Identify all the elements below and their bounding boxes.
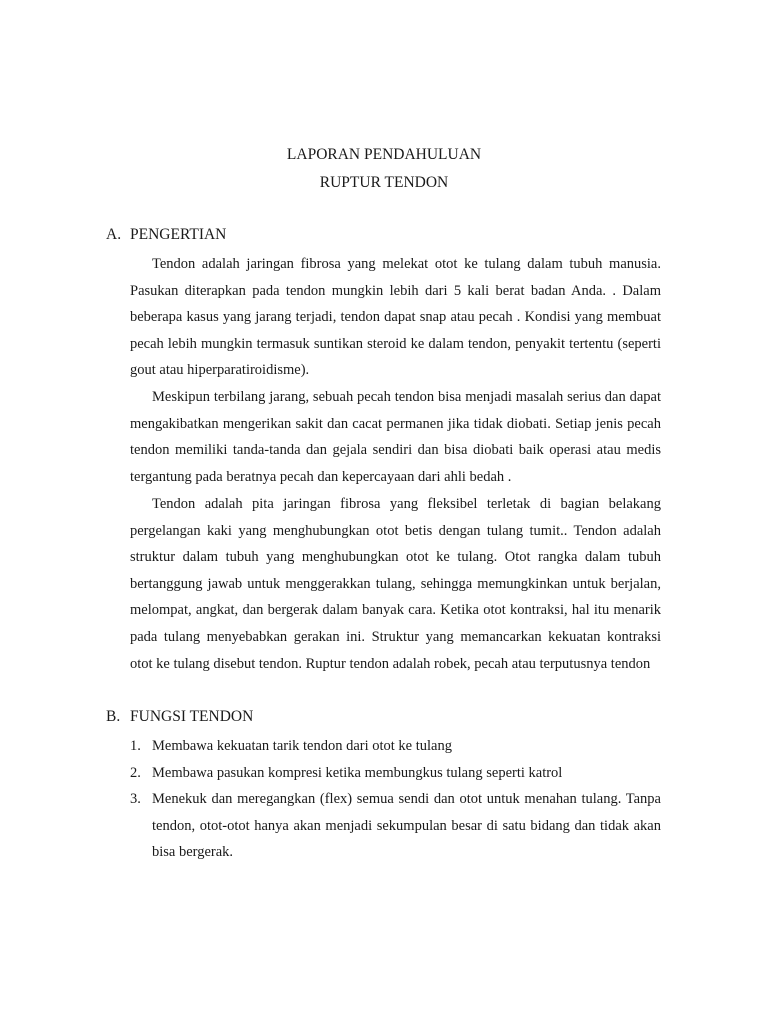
section-a-heading (106, 226, 226, 244)
section-b-letter: B. (106, 708, 121, 725)
function-list (130, 733, 661, 866)
list-item (130, 786, 661, 866)
document-subtitle: RUPTUR TENDON (319, 174, 449, 191)
paragraph: Tendon adalah pita jaringan fibrosa yang fleksibel terletak di bagian belakang pergelangan kaki yang menghubungkan otot betis dengan tulang tumit.. Tendon adalah struktur dalam tubuh yang menghubungkan otot ke tulang. Otot rangka dalam tubuh bertanggung jawab untuk menggerakkan tulang, sehingga memungkinkan untuk berjalan, melompat, angkat, dan bergerak dalam banyak cara. Ketika otot kontraksi, hal itu menarik pada tulang menyebabkan gerakan ini. Struktur yang memancarkan kekuatan kontraksi otot ke tulang disebut tendon. Ruptur tendon adalah robek, pecah atau terputusnya tendon (130, 496, 661, 672)
list-item-text: Membawa pasukan kompresi ketika membungkus tulang seperti katrol (152, 764, 563, 781)
list-item-text: Membawa kekuatan tarik tendon dari otot ke tulang (152, 738, 452, 754)
list-item-number: 1. (130, 738, 141, 754)
section-b-heading (106, 708, 253, 726)
list-item-number: 3. (130, 791, 141, 808)
paragraph: Tendon adalah jaringan fibrosa yang melekat otot ke tulang dalam tubuh manusia. Pasukan diterapkan pada tendon mungkin lebih dari 5 kali berat badan Anda. . Dalam beberapa kasus yang jarang terjadi, tendon dapat snap atau pecah . Kondisi yang membuat pecah lebih mungkin termasuk suntikan steroid ke dalam tendon, penyakit tertentu (seperti gout atau hiperparatiroidisme). (130, 256, 661, 379)
list-item-text: Menekuk dan meregangkan (flex) semua sendi dan otot untuk menahan tulang. Tanpa tendon, otot-otot hanya akan menjadi sekumpulan besar di satu bidang dan tidak akan bisa bergerak. (152, 791, 661, 861)
section-a-title: PENGERTIAN (130, 226, 227, 243)
list-item (130, 733, 661, 760)
list-item (130, 760, 661, 787)
section-a-letter: A. (106, 226, 122, 243)
paragraph: Meskipun terbilang jarang, sebuah pecah tendon bisa menjadi masalah serius dan dapat mengakibatkan mengerikan sakit dan cacat permanen jika tidak diobati. Setiap jenis pecah tendon memiliki tanda-tanda dan gejala sendiri dan bisa diobati baik operasi atau medis tergantung pada beratnya pecah dan kepercayaan dari ahli bedah . (130, 389, 661, 485)
list-item-number: 2. (130, 764, 141, 781)
section-b-title: FUNGSI TENDON (130, 708, 254, 725)
document-title: LAPORAN PENDAHULUAN (286, 146, 482, 163)
